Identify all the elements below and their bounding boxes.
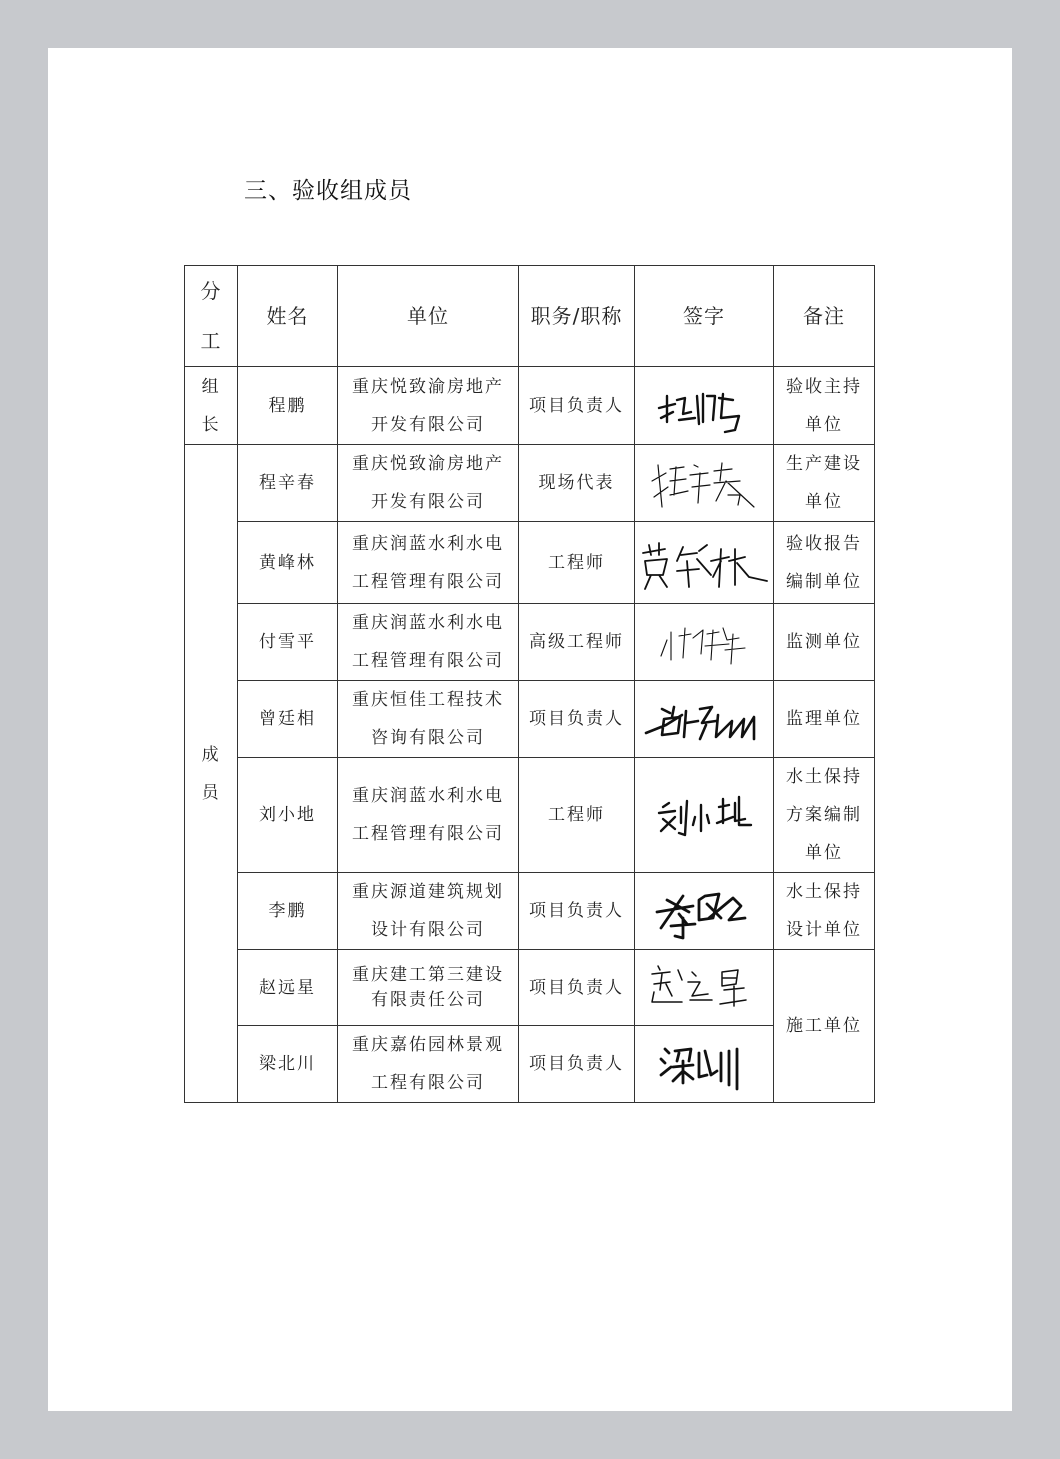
- member-remark: 验收报告编制单位: [774, 522, 875, 604]
- member-unit: 重庆恒佳工程技术咨询有限公司: [338, 681, 519, 758]
- role-leader: 组长: [185, 367, 238, 445]
- member-remark: 生产建设单位: [774, 445, 875, 522]
- handwritten-signature: [644, 451, 764, 515]
- member-position: 项目负责人: [519, 367, 635, 445]
- member-name: 赵远星: [238, 950, 338, 1026]
- member-unit: 重庆嘉佑园林景观工程有限公司: [338, 1026, 519, 1103]
- signature-cell: [635, 873, 774, 950]
- handwritten-signature: [649, 878, 759, 944]
- member-remark: 水土保持设计单位: [774, 873, 875, 950]
- signature-cell: [635, 522, 774, 604]
- section-title: 三、验收组成员: [244, 178, 412, 204]
- member-position: 高级工程师: [519, 604, 635, 681]
- member-unit: 重庆润蓝水利水电工程管理有限公司: [338, 758, 519, 873]
- member-unit: 重庆润蓝水利水电工程管理有限公司: [338, 604, 519, 681]
- role-members: 成员: [185, 445, 238, 1103]
- table-row: [185, 522, 875, 604]
- member-unit: 重庆悦致渝房地产开发有限公司: [338, 367, 519, 445]
- member-unit: 重庆悦致渝房地产开发有限公司: [338, 445, 519, 522]
- member-position: 工程师: [519, 522, 635, 604]
- header-remark: 备注: [774, 266, 875, 367]
- handwritten-signature: [649, 783, 759, 847]
- member-position: 项目负责人: [519, 681, 635, 758]
- signature-cell: [635, 604, 774, 681]
- signature-cell: [635, 445, 774, 522]
- member-position: 项目负责人: [519, 950, 635, 1026]
- header-position: 职务/职称: [519, 266, 635, 367]
- table-row: [185, 445, 875, 522]
- signature-cell: [635, 681, 774, 758]
- table-row: [185, 758, 875, 873]
- header-name: 姓名: [238, 266, 338, 367]
- header-unit: 单位: [338, 266, 519, 367]
- table-header-row: [185, 266, 875, 367]
- member-name: 曾廷相: [238, 681, 338, 758]
- member-name: 程鹏: [238, 367, 338, 445]
- member-remark: 监测单位: [774, 604, 875, 681]
- member-remark: 水土保持方案编制单位: [774, 758, 875, 873]
- member-remark: 施工单位: [774, 950, 875, 1103]
- signature-cell: [635, 758, 774, 873]
- table-row: [185, 681, 875, 758]
- member-position: 项目负责人: [519, 1026, 635, 1103]
- handwritten-signature: [642, 956, 766, 1020]
- member-name: 刘小地: [238, 758, 338, 873]
- member-position: 现场代表: [519, 445, 635, 522]
- member-position: 工程师: [519, 758, 635, 873]
- signature-cell: [635, 367, 774, 445]
- handwritten-signature: [649, 614, 759, 670]
- member-remark: 监理单位: [774, 681, 875, 758]
- header-role: 分工: [185, 266, 238, 367]
- member-name: 付雪平: [238, 604, 338, 681]
- member-name: 黄峰林: [238, 522, 338, 604]
- table-row: [185, 367, 875, 445]
- document-page: [48, 48, 1012, 1411]
- table-row: [185, 873, 875, 950]
- handwritten-signature: [642, 691, 766, 747]
- handwritten-signature: [637, 531, 771, 595]
- member-name: 梁北川: [238, 1026, 338, 1103]
- acceptance-team-table: [184, 265, 875, 1103]
- member-name: 李鹏: [238, 873, 338, 950]
- handwritten-signature: [649, 1031, 759, 1097]
- member-unit: 重庆建工第三建设有限责任公司: [338, 950, 519, 1026]
- table-row: [185, 950, 875, 1026]
- member-remark: 验收主持单位: [774, 367, 875, 445]
- member-unit: 重庆润蓝水利水电工程管理有限公司: [338, 522, 519, 604]
- member-position: 项目负责人: [519, 873, 635, 950]
- member-name: 程辛春: [238, 445, 338, 522]
- signature-cell: [635, 950, 774, 1026]
- header-signature: 签字: [635, 266, 774, 367]
- table-row: [185, 1026, 875, 1103]
- handwritten-signature: [649, 374, 759, 438]
- signature-cell: [635, 1026, 774, 1103]
- table-row: [185, 604, 875, 681]
- member-unit: 重庆源道建筑规划设计有限公司: [338, 873, 519, 950]
